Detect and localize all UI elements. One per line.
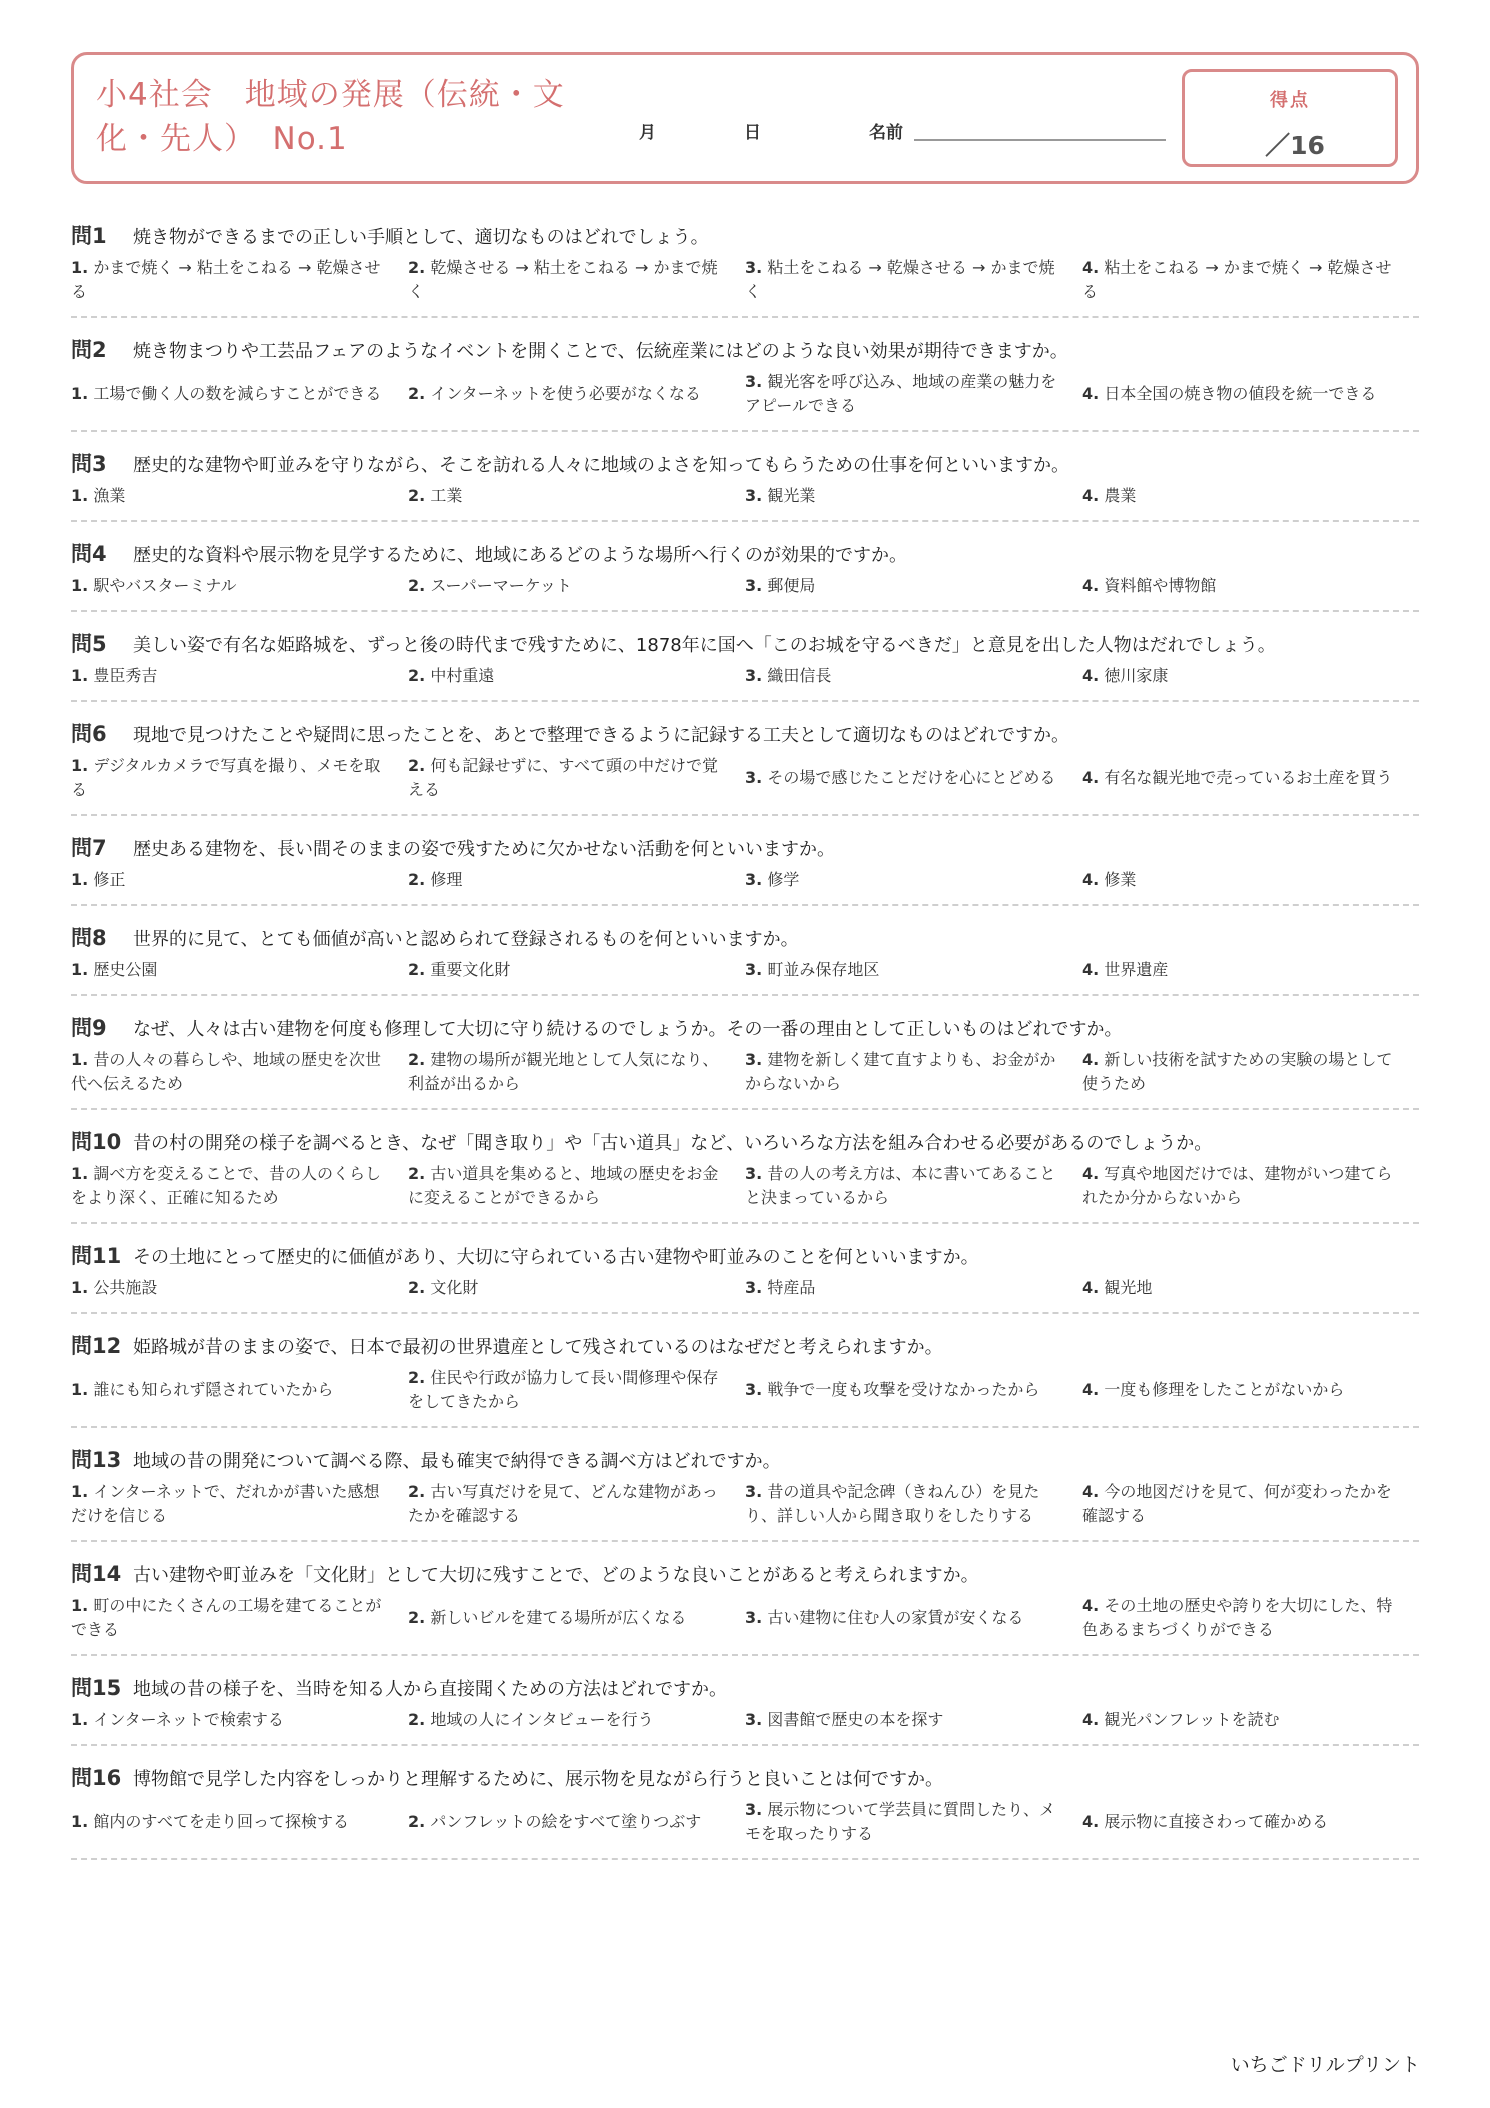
choice-text: 観光地 [1104, 1278, 1153, 1297]
answer-choice[interactable] [1082, 1708, 1419, 1732]
question-number: 問12 [71, 1334, 122, 1358]
answer-choice[interactable] [408, 484, 745, 508]
question-item [71, 612, 1419, 702]
choice-text: 工業 [430, 486, 463, 505]
choice-text: その土地の歴史や誇りを大切にした、特色あるまちづくりができる [1082, 1596, 1393, 1639]
answer-choice[interactable] [408, 868, 745, 892]
choice-number: 1. [71, 960, 89, 979]
answer-choice[interactable] [745, 256, 1082, 304]
answer-choice[interactable] [1082, 1162, 1419, 1210]
choice-number: 1. [71, 258, 89, 277]
answer-choice[interactable] [71, 958, 408, 982]
question-item [71, 204, 1419, 318]
choice-text: 観光業 [767, 486, 816, 505]
question-head [71, 718, 1419, 748]
question-head [71, 538, 1419, 568]
choice-number: 3. [745, 372, 763, 391]
question-list [71, 204, 1419, 1860]
question-number: 問13 [71, 1448, 122, 1472]
choice-text: 戦争で一度も攻撃を受けなかったから [767, 1380, 1040, 1399]
answer-choice[interactable] [745, 1276, 1082, 1300]
choice-row [71, 1480, 1419, 1528]
answer-choice[interactable] [1082, 664, 1419, 688]
question-number: 問9 [71, 1016, 107, 1040]
choice-text: 地域の人にインタビューを行う [430, 1710, 654, 1729]
choice-number: 4. [1082, 1482, 1100, 1501]
choice-text: インターネットを使う必要がなくなる [430, 384, 701, 403]
choice-text: スーパーマーケット [430, 576, 572, 595]
choice-text: 織田信長 [767, 666, 832, 685]
name-label: 名前 [869, 123, 903, 143]
choice-text: 修理 [430, 870, 463, 889]
question-head [71, 334, 1419, 364]
answer-choice[interactable] [408, 1810, 745, 1834]
choice-number: 3. [745, 1050, 763, 1069]
choice-number: 3. [745, 870, 763, 889]
choice-text: 新しい技術を試すための実験の場として使うため [1082, 1050, 1393, 1093]
answer-choice[interactable] [1082, 1378, 1419, 1402]
question-text: なぜ、人々は古い建物を何度も修理して大切に守り続けるのでしょうか。その一番の理由として正しいものはどれですか。 [133, 1019, 1123, 1040]
month-label: 月 [639, 123, 656, 143]
choice-number: 2. [408, 486, 426, 505]
answer-choice[interactable] [71, 382, 408, 406]
choice-row [71, 1798, 1419, 1846]
choice-row [71, 868, 1419, 892]
choice-number: 3. [745, 1278, 763, 1297]
choice-row [71, 1708, 1419, 1732]
answer-choice[interactable] [745, 1480, 1082, 1528]
answer-choice[interactable] [745, 766, 1082, 790]
question-text: その土地にとって歴史的に価値があり、大切に守られている古い建物や町並みのことを何といいますか。 [133, 1247, 979, 1268]
choice-number: 4. [1082, 486, 1100, 505]
choice-text: 世界遺産 [1104, 960, 1169, 979]
choice-number: 2. [408, 960, 426, 979]
choice-number: 2. [408, 1164, 426, 1183]
answer-choice[interactable] [1082, 766, 1419, 790]
choice-number: 1. [71, 486, 89, 505]
choice-text: 農業 [1104, 486, 1137, 505]
answer-choice[interactable] [745, 1378, 1082, 1402]
answer-choice[interactable] [408, 1480, 745, 1528]
question-text: 地域の昔の様子を、当時を知る人から直接聞くための方法はどれですか。 [133, 1679, 727, 1700]
choice-text: 昔の人々の暮らしや、地域の歴史を次世代へ伝えるため [71, 1050, 381, 1093]
choice-number: 4. [1082, 1278, 1100, 1297]
choice-text: 粘土をこねる → かまで焼く → 乾燥させる [1082, 258, 1392, 301]
choice-number: 3. [745, 486, 763, 505]
answer-choice[interactable] [71, 1276, 408, 1300]
choice-number: 2. [408, 870, 426, 889]
choice-number: 2. [408, 384, 426, 403]
choice-text: 展示物について学芸員に質問したり、メモを取ったりする [745, 1800, 1055, 1843]
answer-choice[interactable] [408, 958, 745, 982]
question-head [71, 922, 1419, 952]
choice-number: 3. [745, 1710, 763, 1729]
choice-number: 4. [1082, 1164, 1100, 1183]
choice-number: 3. [745, 768, 763, 787]
question-head [71, 1126, 1419, 1156]
choice-text: 修業 [1104, 870, 1137, 889]
choice-number: 4. [1082, 768, 1100, 787]
question-item [71, 522, 1419, 612]
choice-number: 4. [1082, 1380, 1100, 1399]
question-text: 美しい姿で有名な姫路城を、ずっと後の時代まで残すために、1878年に国へ「このお城を守るべきだ」と意見を出した人物はだれでしょう。 [133, 635, 1276, 656]
question-number: 問6 [71, 722, 107, 746]
choice-row [71, 754, 1419, 802]
choice-row [71, 1366, 1419, 1414]
choice-row [71, 664, 1419, 688]
choice-number: 4. [1082, 384, 1100, 403]
question-item [71, 1428, 1419, 1542]
choice-text: 有名な観光地で売っているお土産を買う [1104, 768, 1393, 787]
question-number: 問2 [71, 338, 107, 362]
choice-number: 4. [1082, 1710, 1100, 1729]
answer-choice[interactable] [1082, 574, 1419, 598]
choice-number: 3. [745, 1164, 763, 1183]
answer-choice[interactable] [71, 754, 408, 802]
choice-text: 徳川家康 [1104, 666, 1169, 685]
choice-number: 2. [408, 1710, 426, 1729]
choice-number: 3. [745, 258, 763, 277]
question-head [71, 1240, 1419, 1270]
question-text: 歴史的な資料や展示物を見学するために、地域にあるどのような場所へ行くのが効果的ですか。 [133, 545, 907, 566]
name-field[interactable] [914, 139, 1166, 141]
question-item [71, 702, 1419, 816]
choice-number: 4. [1082, 870, 1100, 889]
choice-text: 修正 [93, 870, 126, 889]
worksheet-title [96, 73, 616, 161]
choice-text: 何も記録せずに、すべて頭の中だけで覚える [408, 756, 718, 799]
answer-choice[interactable] [408, 1366, 745, 1414]
title-line-1: 小4社会 地域の発展（伝統・文 [96, 77, 565, 113]
answer-choice[interactable] [71, 1480, 408, 1528]
choice-row [71, 574, 1419, 598]
choice-number: 3. [745, 1608, 763, 1627]
title-line-2: 化・先人） No.1 [96, 121, 348, 157]
question-item [71, 906, 1419, 996]
answer-choice[interactable] [408, 1276, 745, 1300]
choice-text: 観光客を呼び込み、地域の産業の魅力をアピールできる [745, 372, 1057, 415]
question-text: 古い建物や町並みを「文化財」として大切に残すことで、どのような良いことがあると考えられますか。 [133, 1565, 979, 1586]
answer-choice[interactable] [1082, 868, 1419, 892]
choice-number: 4. [1082, 1596, 1100, 1615]
choice-text: インターネットで、だれかが書いた感想だけを信じる [71, 1482, 380, 1525]
question-text: 焼き物ができるまでの正しい手順として、適切なものはどれでしょう。 [133, 227, 709, 248]
question-number: 問7 [71, 836, 107, 860]
answer-choice[interactable] [408, 1048, 745, 1096]
choice-number: 1. [71, 384, 89, 403]
choice-number: 1. [71, 1164, 89, 1183]
answer-choice[interactable] [1082, 256, 1419, 304]
question-item [71, 432, 1419, 522]
choice-number: 2. [408, 1608, 426, 1627]
question-number: 問14 [71, 1562, 122, 1586]
choice-text: 図書館で歴史の本を探す [767, 1710, 944, 1729]
question-head [71, 1558, 1419, 1588]
choice-text: 調べ方を変えることで、昔の人のくらしをより深く、正確に知るため [71, 1164, 381, 1207]
answer-choice[interactable] [1082, 484, 1419, 508]
choice-text: その場で感じたことだけを心にとどめる [767, 768, 1056, 787]
answer-choice[interactable] [745, 1606, 1082, 1630]
question-text: 歴史ある建物を、長い間そのままの姿で残すために欠かせない活動を何といいますか。 [133, 839, 835, 860]
answer-choice[interactable] [745, 1162, 1082, 1210]
choice-number: 2. [408, 1368, 426, 1387]
question-text: 姫路城が昔のままの姿で、日本で最初の世界遺産として残されているのはなぜだと考えられますか。 [133, 1337, 943, 1358]
choice-text: 公共施設 [93, 1278, 158, 1297]
question-number: 問11 [71, 1244, 122, 1268]
footer-brand: いちごドリルプリント [1230, 2054, 1420, 2076]
question-number: 問5 [71, 632, 107, 656]
choice-number: 2. [408, 258, 426, 277]
answer-choice[interactable] [1082, 1480, 1419, 1528]
score-box[interactable] [1182, 69, 1398, 167]
choice-number: 4. [1082, 960, 1100, 979]
answer-choice[interactable] [745, 1798, 1082, 1846]
question-number: 問8 [71, 926, 107, 950]
choice-text: パンフレットの絵をすべて塗りつぶす [430, 1812, 702, 1831]
choice-row [71, 1162, 1419, 1210]
answer-choice[interactable] [71, 664, 408, 688]
choice-number: 2. [408, 1812, 426, 1831]
choice-number: 4. [1082, 666, 1100, 685]
choice-number: 1. [71, 1482, 89, 1501]
worksheet-header [71, 52, 1419, 184]
choice-text: 中村重遠 [430, 666, 495, 685]
answer-choice[interactable] [408, 1606, 745, 1630]
choice-text: 昔の人の考え方は、本に書いてあることと決まっているから [745, 1164, 1056, 1207]
choice-number: 3. [745, 1482, 763, 1501]
choice-row [71, 958, 1419, 982]
score-label: 得点 [1270, 90, 1310, 111]
choice-text: 建物の場所が観光地として人気になり、利益が出るから [408, 1050, 719, 1093]
choice-text: 古い道具を集めると、地域の歴史をお金に変えることができるから [408, 1164, 719, 1207]
question-text: 現地で見つけたことや疑問に思ったことを、あとで整理できるように記録する工夫として適切なものはどれですか。 [133, 725, 1069, 746]
choice-text: 今の地図だけを見て、何が変わったかを確認する [1082, 1482, 1392, 1525]
answer-choice[interactable] [745, 1708, 1082, 1732]
answer-choice[interactable] [71, 1162, 408, 1210]
choice-text: 館内のすべてを走り回って探検する [93, 1812, 349, 1831]
choice-number: 2. [408, 1482, 426, 1501]
question-number: 問16 [71, 1766, 122, 1790]
choice-number: 1. [71, 1812, 89, 1831]
answer-choice[interactable] [71, 484, 408, 508]
choice-text: デジタルカメラで写真を撮り、メモを取る [71, 756, 381, 799]
choice-number: 4. [1082, 1050, 1100, 1069]
answer-choice[interactable] [408, 664, 745, 688]
choice-text: 資料館や博物館 [1104, 576, 1217, 595]
choice-number: 1. [71, 1050, 89, 1069]
answer-choice[interactable] [1082, 1594, 1419, 1642]
answer-choice[interactable] [71, 1594, 408, 1642]
choice-number: 2. [408, 1278, 426, 1297]
question-head [71, 1330, 1419, 1360]
choice-text: 修学 [767, 870, 800, 889]
question-number: 問15 [71, 1676, 122, 1700]
choice-number: 2. [408, 666, 426, 685]
question-item [71, 318, 1419, 432]
answer-choice[interactable] [745, 484, 1082, 508]
answer-choice[interactable] [1082, 1276, 1419, 1300]
choice-number: 1. [71, 1596, 89, 1615]
question-number: 問4 [71, 542, 107, 566]
question-text: 焼き物まつりや工芸品フェアのようなイベントを開くことで、伝統産業にはどのような良い効果が期待できますか。 [133, 341, 1068, 362]
answer-choice[interactable] [745, 1048, 1082, 1096]
choice-text: 粘土をこねる → 乾燥させる → かまで焼く [745, 258, 1055, 301]
choice-number: 1. [71, 756, 89, 775]
choice-number: 1. [71, 1710, 89, 1729]
choice-number: 2. [408, 1050, 426, 1069]
choice-row [71, 370, 1419, 418]
choice-text: 古い写真だけを見て、どんな建物があったかを確認する [408, 1482, 718, 1525]
answer-choice[interactable] [1082, 382, 1419, 406]
question-head [71, 1762, 1419, 1792]
question-head [71, 448, 1419, 478]
choice-text: 町の中にたくさんの工場を建てることができる [71, 1596, 382, 1639]
choice-number: 4. [1082, 576, 1100, 595]
answer-choice[interactable] [1082, 1810, 1419, 1834]
choice-number: 1. [71, 870, 89, 889]
question-item [71, 1110, 1419, 1224]
question-number: 問3 [71, 452, 107, 476]
question-text: 地域の昔の開発について調べる際、最も確実で納得できる調べ方はどれですか。 [133, 1451, 781, 1472]
question-head [71, 832, 1419, 862]
answer-choice[interactable] [71, 256, 408, 304]
question-head [71, 628, 1419, 658]
choice-text: 歴史公園 [93, 960, 158, 979]
question-item [71, 1224, 1419, 1314]
answer-choice[interactable] [408, 256, 745, 304]
choice-text: インターネットで検索する [93, 1710, 284, 1729]
choice-number: 1. [71, 576, 89, 595]
choice-number: 3. [745, 1380, 763, 1399]
question-item [71, 1314, 1419, 1428]
choice-text: 建物を新しく建て直すよりも、お金がかからないから [745, 1050, 1056, 1093]
question-number: 問10 [71, 1130, 122, 1154]
answer-choice[interactable] [71, 574, 408, 598]
choice-row [71, 1594, 1419, 1642]
question-head [71, 1012, 1419, 1042]
choice-number: 3. [745, 960, 763, 979]
question-head [71, 1444, 1419, 1474]
question-item [71, 1542, 1419, 1656]
choice-text: 豊臣秀吉 [93, 666, 158, 685]
choice-text: 漁業 [93, 486, 126, 505]
choice-number: 3. [745, 576, 763, 595]
choice-text: 郵便局 [767, 576, 816, 595]
choice-text: 古い建物に住む人の家賃が安くなる [767, 1608, 1024, 1627]
choice-number: 4. [1082, 1812, 1100, 1831]
choice-row [71, 256, 1419, 304]
choice-text: 特産品 [767, 1278, 816, 1297]
question-text: 博物館で見学した内容をしっかりと理解するために、展示物を見ながら行うと良いことは何ですか。 [133, 1769, 943, 1790]
answer-choice[interactable] [71, 1048, 408, 1096]
choice-text: 工場で働く人の数を減らすことができる [93, 384, 382, 403]
choice-number: 3. [745, 1800, 763, 1819]
question-head [71, 1672, 1419, 1702]
answer-choice[interactable] [71, 868, 408, 892]
choice-row [71, 1048, 1419, 1096]
choice-number: 1. [71, 1380, 89, 1399]
choice-text: 駅やバスターミナル [93, 576, 237, 595]
choice-number: 4. [1082, 258, 1100, 277]
answer-choice[interactable] [745, 868, 1082, 892]
question-head [71, 220, 1419, 250]
choice-text: 写真や地図だけでは、建物がいつ建てられたか分からないから [1082, 1164, 1393, 1207]
question-item [71, 816, 1419, 906]
choice-number: 2. [408, 756, 426, 775]
choice-text: 文化財 [430, 1278, 479, 1297]
choice-text: かまで焼く → 粘土をこねる → 乾燥させる [71, 258, 381, 301]
choice-text: 誰にも知られず隠されていたから [93, 1380, 334, 1399]
answer-choice[interactable] [1082, 1048, 1419, 1096]
choice-text: 展示物に直接さわって確かめる [1104, 1812, 1329, 1831]
choice-row [71, 484, 1419, 508]
question-text: 歴史的な建物や町並みを守りながら、そこを訪れる人々に地域のよさを知ってもらうための仕事を何といいますか。 [133, 455, 1069, 476]
answer-choice[interactable] [745, 958, 1082, 982]
day-label: 日 [744, 123, 761, 143]
question-item [71, 1746, 1419, 1860]
question-item [71, 996, 1419, 1110]
score-total: ／16 [1265, 131, 1325, 160]
choice-text: 町並み保存地区 [767, 960, 880, 979]
choice-number: 1. [71, 1278, 89, 1297]
choice-row [71, 1276, 1419, 1300]
answer-choice[interactable] [408, 1162, 745, 1210]
answer-choice[interactable] [408, 754, 745, 802]
choice-text: 新しいビルを建てる場所が広くなる [430, 1608, 687, 1627]
answer-choice[interactable] [745, 574, 1082, 598]
choice-number: 2. [408, 576, 426, 595]
question-number: 問1 [71, 224, 107, 248]
answer-choice[interactable] [71, 1708, 408, 1732]
answer-choice[interactable] [408, 382, 745, 406]
choice-text: 昔の道具や記念碑（きねんひ）を見たり、詳しい人から聞き取りをしたりする [745, 1482, 1040, 1525]
choice-text: 観光パンフレットを読む [1104, 1710, 1280, 1729]
answer-choice[interactable] [745, 370, 1082, 418]
choice-number: 3. [745, 666, 763, 685]
choice-text: 重要文化財 [430, 960, 511, 979]
question-text: 昔の村の開発の様子を調べるとき、なぜ「聞き取り」や「古い道具」など、いろいろな方法を組み合わせる必要があるのでしょうか。 [133, 1133, 1213, 1154]
answer-choice[interactable] [71, 1810, 408, 1834]
choice-number: 1. [71, 666, 89, 685]
choice-text: 一度も修理をしたことがないから [1104, 1380, 1345, 1399]
question-text: 世界的に見て、とても価値が高いと認められて登録されるものを何といいますか。 [133, 929, 799, 950]
answer-choice[interactable] [408, 1708, 745, 1732]
answer-choice[interactable] [745, 664, 1082, 688]
answer-choice[interactable] [1082, 958, 1419, 982]
answer-choice[interactable] [408, 574, 745, 598]
answer-choice[interactable] [71, 1378, 408, 1402]
choice-text: 住民や行政が協力して長い間修理や保存をしてきたから [408, 1368, 719, 1411]
choice-text: 乾燥させる → 粘土をこねる → かまで焼く [408, 258, 718, 301]
question-item [71, 1656, 1419, 1746]
choice-text: 日本全国の焼き物の値段を統一できる [1104, 384, 1377, 403]
